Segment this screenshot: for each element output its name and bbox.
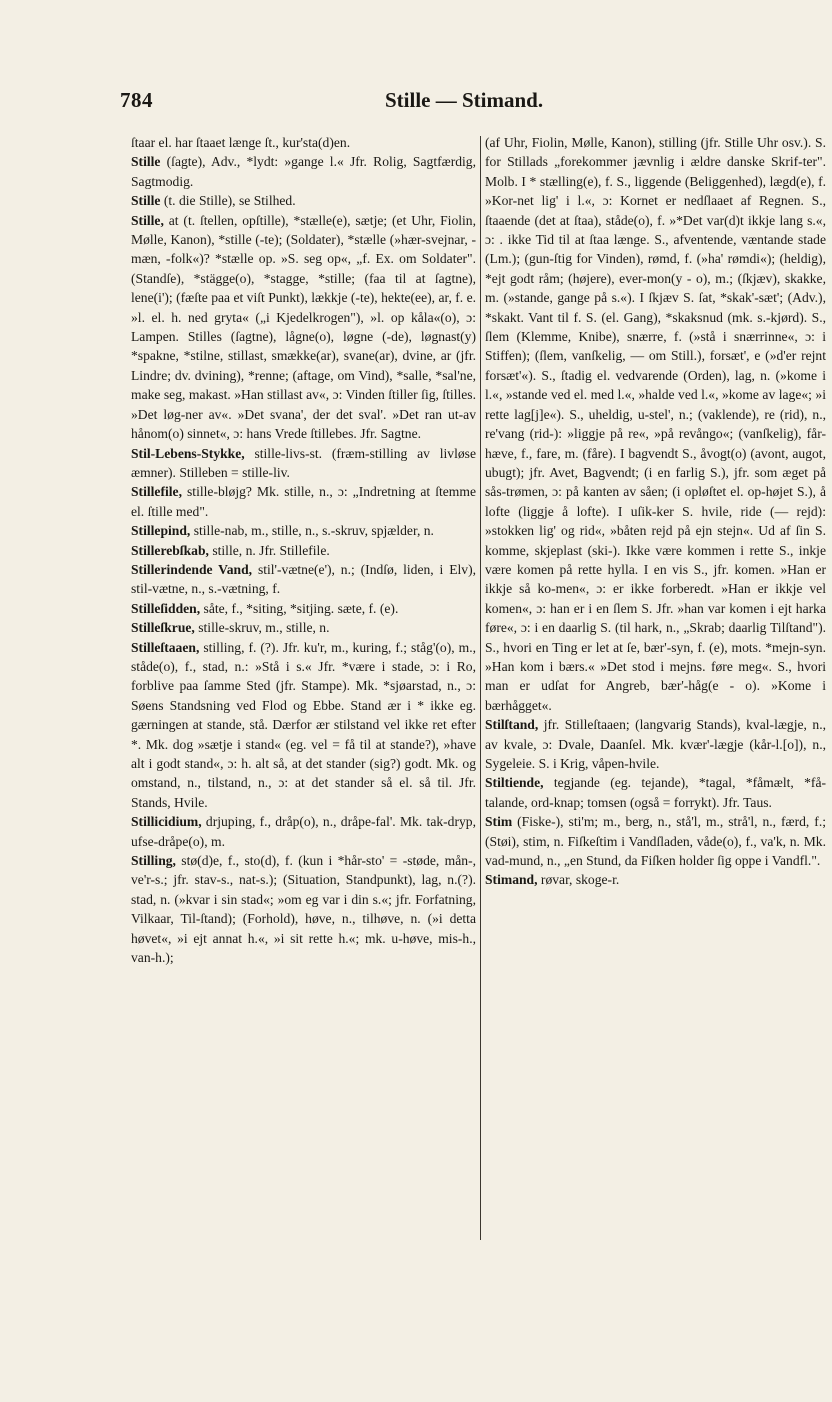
dictionary-entry: [131, 618, 476, 637]
column-divider: [480, 136, 481, 1240]
entry-text: drjuping, f., dråp(o), n., dråpe-fal'. Mk. tak-dryp, ufse-dråpe(o), m.: [131, 814, 476, 849]
entry-text: (af Uhr, Fiolin, Mølle, Kanon), stilling (jfr. Stille Uhr osv.). S. for Stillads „forekommer jævnlig i ældre danske Skrif-ter". Molb. I * stælling(e), f. S., liggende (Beliggenhed), lægd(e), f. »Kor-net lig' i l.«, ɔ: Kornet er nedſlaaet af Regnen. S., ſtaaende (det at ſtaa), ståde(o), f. »*Det var(d)t ikkje lang s.«, ɔ: . ikke Tid til at ſtaa længe. S., afventende, væntande stade (Lm.); (gun-ſtig for Vinden), rømd, f. (»ha' rømdi«); (heldig), *ejt godt råm; (højere), ever-mon(y - o), m.; (ſkjæv), skakke, m. (»stande, gange på s.«). I ſkjæv S. ſat, *skak'-sæt'; (Adv.), *skakt. Vant til f. S. (el. Gang), *skaksnud (mk. s.-kjørd). S., ſlem (Klemme, Knibe), snærre, f. (»stå i snærrinne«, ɔ: i Stiffen); (ſlem, vanſkelig, — om Still.), forsæt', e (»d'er rejnt forsæt'«). S., ſtadig el. vedvarende (Orden), lag, n. (»kome i l.«, »stande ved el. med l.«, »halde ved l.«, »kome av lage«; »i rette lag[j]e«). S., uheldig, u-stel', n.; (vaklende), re (rid), n., re'vang (rid-): »liggje på re«, »på revångo«; (vanſkelig), får-hæve, f., fare, m. (fåre). I bagvendt S., åvogt(o) (avont, augot, ubugt); jfr. Avet, Bagvendt; (i en farlig S.), jfr. som æget på sås-trømen, ɔ: på kanten av såen; (i opløſtet el. op-højet S.), å lofte (liggje å lofte). I uſik-ker S. hvile, ride (— rejd): »stokken lig' og rid«, »båten rejd på ejn stejn«. Ud af ſin S. komme, skjeplast (ski-). Ikke være kommen i rette S., inkje være komen på rette hylla. I en vis S., jfr. komen. »Han er ikkje så ko-men«, ɔ: er ikke forberedt. »Han er ikkje vel komen«, ɔ: han er i en ſlem S. Jfr. »han var komen i ejt harka føre«, ɔ: i en daarlig S. (til hark, n., „Skrab; daarlig Tilſtand"). S., hvori en Ting er let at ſe, bær'-syn, f. (e), mots. *mejn-syn. »Han kom i bærs.« »Det stod i mejns. føre meg«. S., hvori man er udſat for Angreb, bær'-håg(e - o). »Kome i bærhågget«.: [485, 135, 826, 713]
dictionary-entry: [131, 599, 476, 618]
entry-headword: Stilleſkrue,: [131, 620, 195, 636]
entry-headword: Stille: [131, 154, 161, 170]
entry-text: jfr. Stilleſtaaen; (langvarig Stands), kval-lægje, n., av kvale, ɔ: Dvale, Daanſel. Mk. kvær'-lægje (kår-l.[o]), n., Sygeleie. S. i Krig, våpen-hvile.: [485, 717, 826, 771]
dictionary-entry: [485, 715, 826, 773]
entry-headword: Stillepind,: [131, 523, 191, 539]
dictionary-entry: [131, 444, 476, 483]
dictionary-entry: [131, 133, 476, 152]
entry-text: stille-bløjg? Mk. stille, n., ɔ: „Indretning at ſtemme el. ſtille med".: [131, 484, 476, 519]
entry-text: (t. die Stille), se Stilhed.: [160, 193, 296, 209]
entry-text: stø(d)e, f., sto(d), f. (kun i *hår-sto' = -støde, mån-, ve'r-s.; jfr. stav-s., nat-s.); (Situation, Standpunkt), lag, n.(?). stad, n. (»kvar i sin stad«; »om eg var i din s.«; jfr. Forfatning, Vilkaar, Til-ſtand); (Forhold), høve, n., tilhøve, n. (»i detta høvet«, »i ejt annat h.«, »i sit rette h.«; mk. u-høve, mis-h., van-h.);: [131, 853, 476, 966]
left-column: [131, 133, 476, 1243]
entry-text: stilling, f. (?). Jfr. ku'r, m., kuring, f.; ståg'(o), m., ståde(o), f., stad, n.: »Stå i s.« Jfr. *være i stade, ɔ: i Ro, forblive paa ſamme Sted (jfr. Stampe). Mk. *sjøarstad, n., ɔ: Søens Standsning ved Flod og Ebbe. Stand ær i * ikke eg. gærningen at stande, stå. Dærfor ær stilstand vel ikke ret efter *. Mk. dog »sætje i stand« (eg. vel = få til at stande?), »have alt i godt stand«, ɔ: h. alt så, at det stander (sig?) godt. Mk. og omstand, n., tilstand, n., ɔ: at det stander så el. så til. Jfr. Stands, Hvile.: [131, 639, 476, 810]
entry-text: (Fiske-), sti'm; m., berg, n., stå'l, m., strå'l, n., færd, f.; (Støi), stim, n. Fiſkeſtim i Vandſladen, våde(o), f., va'k, n. Mk. vad-mund, n., „en Stund, da Fiſken holder ſig oppe i Vandfl.".: [485, 814, 826, 869]
entry-text: stille, n. Jfr. Stillefile.: [208, 542, 330, 558]
dictionary-entry: [131, 851, 476, 967]
entry-headword: Stilleſidden,: [131, 600, 201, 616]
page-header: [120, 88, 720, 118]
entry-headword: Stilſtand,: [485, 717, 539, 733]
dictionary-entry: [485, 773, 826, 812]
entry-text: stille-livs-st. (fræm-stilling av livløse æmner). Stilleben = stille-liv.: [131, 445, 476, 480]
entry-text: at (t. ſtellen, opſtille), *stælle(e), sætje; (et Uhr, Fiolin, Mølle, Kanon), *stille (-te); (Soldater), *stælle (»hær-svejnar, -mæn, -folk«)? *stælle op. »S. seg op«, „f. Ex. om Soldater". (Standſe), *stägge(o), *stagge, *stille; (faa til at ſagtne), lene(i'); (fæſte paa et viſt Punkt), lækkje (-te), hekte(ee), ar, f. e. »l. el. h. ned gryta« („i Kjedelkrogen"), »l. op kåla«(o), ɔ: Lampen. Stilles (ſagtne), lågne(o), løgne (-de), løgnast(y) *spakne, *stilne, stillast, smække(ar), svane(ar), dvine, ar (jfr. Lindre; dv. dvining), *renne; (aftage, om Vind), *salle, *sal'ne, make seg, makast. »Han stillast av«, ɔ: Vinden ſtiller ſig, ſtilles. »Det løg-ner av«. »Det svana', der det sval'. »Det ran ut-av hånom(o) sinnet«, ɔ: hans Vrede ſtillebes. Jfr. Sagtne.: [131, 212, 476, 442]
dictionary-entry: [485, 133, 826, 715]
dictionary-entry: [485, 870, 826, 889]
page-number: 784: [120, 88, 153, 112]
dictionary-entry: [131, 560, 476, 599]
entry-headword: Stille,: [131, 212, 164, 228]
dictionary-entry: [131, 152, 476, 191]
entry-text: stille-skruv, m., stille, n.: [194, 620, 330, 636]
entry-text: stille-nab, m., stille, n., s.-skruv, spjælder, n.: [190, 523, 434, 539]
entry-headword: Stilling,: [131, 853, 176, 869]
entry-headword: Stim: [485, 814, 513, 830]
entry-text: røvar, skoge-r.: [537, 872, 620, 888]
dictionary-entry: [485, 812, 826, 870]
dictionary-entry: [131, 482, 476, 521]
entry-text: stil'-vætne(e'), n.; (Indſø, liden, i Elv), stil-vætne, n., s.-vætning, f.: [131, 561, 476, 597]
entry-headword: Stilleſtaaen,: [131, 639, 200, 655]
dictionary-entry: [131, 191, 476, 210]
entry-headword: Stil-Lebens-Stykke,: [131, 445, 245, 461]
entry-headword: Stiltiende,: [485, 775, 544, 791]
entry-headword: Stillicidium,: [131, 814, 202, 830]
right-column: [485, 133, 826, 1283]
dictionary-entry: [131, 521, 476, 540]
dictionary-entry: [131, 541, 476, 560]
dictionary-entry: [131, 211, 476, 444]
entry-headword: Stillerebſkab,: [131, 542, 209, 558]
dictionary-entry: [131, 812, 476, 851]
dictionary-entry: [131, 638, 476, 813]
entry-headword: Stillerindende Vand,: [131, 561, 253, 577]
entry-text: ſtaar el. har ſtaaet længe ſt., kur'sta(d)en.: [131, 135, 351, 150]
entry-text: tegjande (eg. tejande), *tagal, *fåmælt, *få-talande, ord-knap; tomsen (også = forrykt). Jfr. Taus.: [485, 775, 826, 810]
running-head: Stille — Stimand.: [385, 88, 544, 112]
entry-headword: Stimand,: [485, 872, 538, 888]
entry-text: såte, f., *siting, *sitjing. sæte, f. (e).: [200, 600, 399, 616]
entry-text: (ſagte), Adv., *lydt: »gange l.« Jfr. Rolig, Sagtfærdig, Sagtmodig.: [131, 154, 476, 189]
entry-headword: Stillefile,: [131, 484, 182, 500]
entry-headword: Stille: [131, 193, 161, 209]
